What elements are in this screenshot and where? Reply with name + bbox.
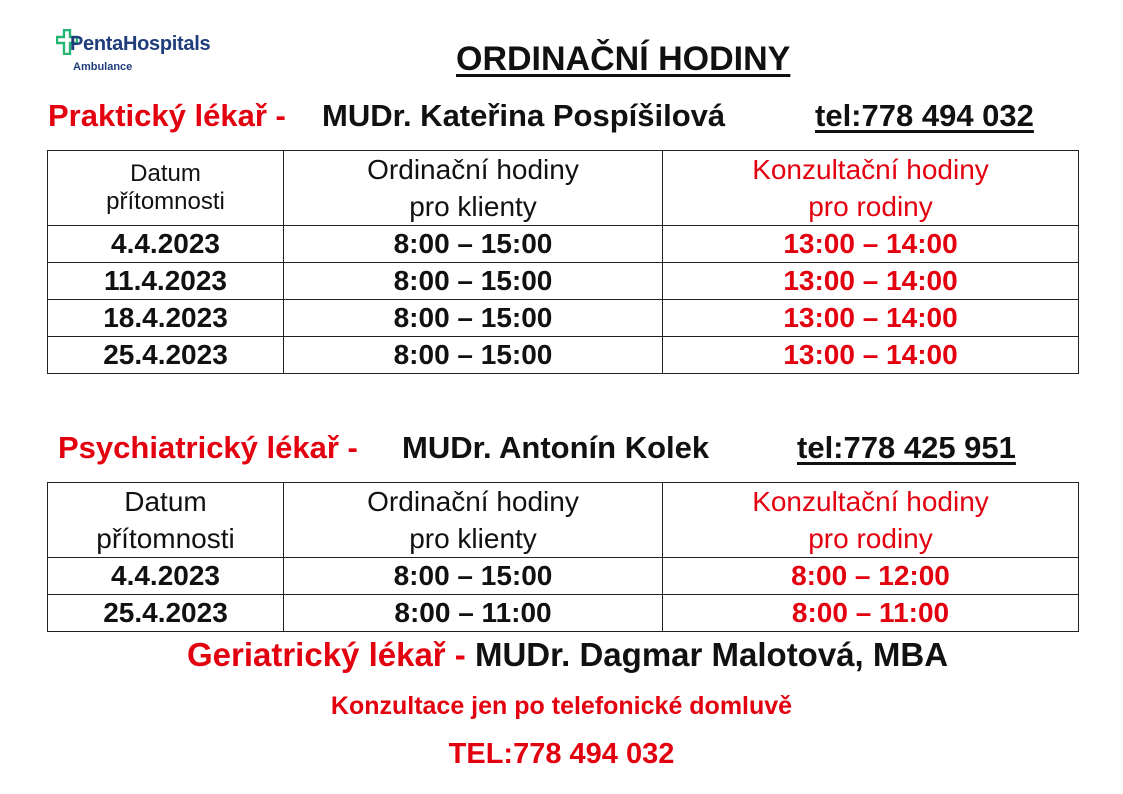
header-line: pro rodiny [808,523,933,554]
table-row [48,337,1079,374]
header-line: Konzultační hodiny [752,154,989,185]
cell-client-hours: 8:00 – 15:00 [284,337,663,374]
header-line: přítomnosti [106,188,225,215]
consultation-note: Konzultace jen po telefonické domluvě [330,692,793,720]
header-line: přítomnosti [96,523,235,554]
doctor2-name: MUDr. Antonín Kolek [402,430,710,465]
header-date [48,151,284,226]
logo-subtitle: Ambulance [73,61,133,73]
doctor2-phone-text: tel:778 425 951 [797,430,1016,465]
cell-date: 4.4.2023 [48,558,284,595]
header-client-hours [284,151,663,226]
header-line: pro klienty [409,523,537,554]
cell-client-hours: 8:00 – 15:00 [284,263,663,300]
cell-date: 4.4.2023 [48,226,284,263]
table-header-row [48,483,1079,558]
cell-family-hours: 8:00 – 12:00 [663,558,1079,595]
table-row [48,558,1079,595]
cell-client-hours: 8:00 – 11:00 [284,595,663,632]
header-date [48,483,284,558]
cell-client-hours: 8:00 – 15:00 [284,558,663,595]
header-line: Datum [130,160,201,187]
doctor1-name: MUDr. Kateřina Pospíšilová [322,98,726,133]
cell-family-hours: 13:00 – 14:00 [663,337,1079,374]
cell-family-hours: 13:00 – 14:00 [663,226,1079,263]
cell-date: 25.4.2023 [48,337,284,374]
cell-date: 18.4.2023 [48,300,284,337]
header-line: Datum [124,486,207,517]
cell-date: 11.4.2023 [48,263,284,300]
table-row [48,263,1079,300]
cell-family-hours: 8:00 – 11:00 [663,595,1079,632]
table-row [48,226,1079,263]
cell-client-hours: 8:00 – 15:00 [284,226,663,263]
doctor2-role: Psychiatrický lékař - [58,430,358,465]
page-title: ORDINAČNÍ HODINY [456,40,791,78]
doctor2-schedule-table [47,482,1079,632]
doctor3-phone: TEL:778 494 032 [448,738,675,770]
logo-brand: PentaHospitals [70,33,211,55]
logo [56,27,266,77]
header-line: Ordinační hodiny [367,486,579,517]
table-row [48,595,1079,632]
doctor1-schedule-table [47,150,1079,374]
header-line: pro klienty [409,191,537,222]
header-family-hours [663,151,1079,226]
header-line: Konzultační hodiny [752,486,989,517]
header-family-hours [663,483,1079,558]
header-client-hours [284,483,663,558]
header-line: Ordinační hodiny [367,154,579,185]
doctor2-phone [797,430,1016,466]
doctor1-role: Praktický lékař - [48,98,286,133]
cell-family-hours: 13:00 – 14:00 [663,300,1079,337]
table-row [48,300,1079,337]
header-line: pro rodiny [808,191,933,222]
doctor3-role: Geriatrický lékař - [186,636,466,673]
cell-date: 25.4.2023 [48,595,284,632]
cell-family-hours: 13:00 – 14:00 [663,263,1079,300]
doctor1-phone-text: tel:778 494 032 [815,98,1034,133]
table-header-row [48,151,1079,226]
doctor3-name: MUDr. Dagmar Malotová, MBA [474,636,949,673]
doctor1-phone [815,98,1034,134]
doctor3-line [0,636,1123,674]
cell-client-hours: 8:00 – 15:00 [284,300,663,337]
